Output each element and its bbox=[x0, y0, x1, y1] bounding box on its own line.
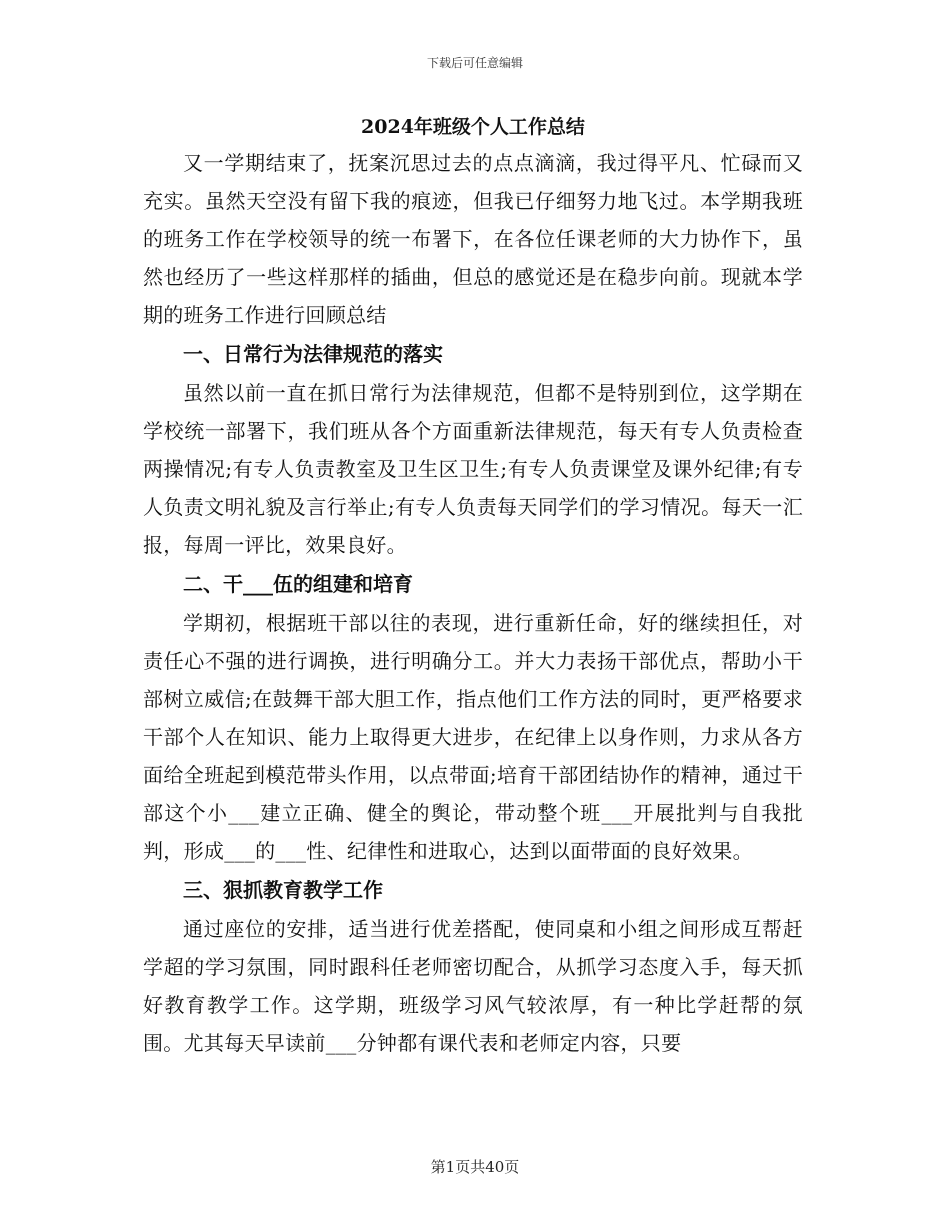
intro-paragraph: 又一学期结束了，抚案沉思过去的点点滴滴，我过得平凡、忙碌而又充实。虽然天空没有留下我的痕迹，但我已仔细努力地飞过。本学期我班的班务工作在学校领导的统一布署下，在各位任课老师的大力协作下，虽然也经历了一些这样那样的插曲，但总的感觉还是在稳步向前。现就本学期的班务工作进行回顾总结 bbox=[143, 151, 803, 327]
header-note: 下载后可任意编辑 bbox=[426, 56, 523, 70]
section-heading: 二、干___伍的组建和培育 bbox=[183, 572, 413, 596]
section-paragraph: 虽然以前一直在抓日常行为法律规范，但都不是特别到位，这学期在学校统一部署下，我们班从各个方面重新法律规范，每天有专人负责检查两操情况;有专人负责教室及卫生区卫生;有专人负责课堂及课外纪律;有专人负责文明礼貌及言行举止;有专人负责每天同学们的学习情况。每天一汇报，每周一评比，效果良好。 bbox=[143, 381, 803, 557]
section-heading: 一、日常行为法律规范的落实 bbox=[183, 342, 443, 366]
section-cadre-team bbox=[143, 564, 803, 870]
section-teaching-work bbox=[143, 870, 803, 1062]
section-paragraph: 学期初，根据班干部以往的表现，进行重新任命，好的继续担任，对责任心不强的进行调换，进行明确分工。并大力表扬干部优点，帮助小干部树立威信;在鼓舞干部大胆工作，指点他们工作方法的同时，更严格要求干部个人在知识、能力上取得更大进步，在纪律上以身作则，力求从各方面给全班起到模范带头作用，以点带面;培育干部团结协作的精神，通过干部这个小___建立正确、健全的舆论，带动整个班___开展批判与自我批判，形成___的___性、纪律性和进取心，达到以面带面的良好效果。 bbox=[143, 611, 803, 863]
page-number: 第1页共40页 bbox=[430, 1158, 520, 1176]
section-daily-conduct bbox=[143, 334, 803, 564]
document-body bbox=[143, 110, 803, 1062]
section-heading: 三、狠抓教育教学工作 bbox=[183, 878, 383, 902]
document-title: 2024年班级个人工作总结 bbox=[361, 116, 585, 138]
section-paragraph: 通过座位的安排，适当进行优差搭配，使同桌和小组之间形成互帮赶学超的学习氛围，同时跟科任老师密切配合，从抓学习态度入手，每天抓好教育教学工作。这学期，班级学习风气较浓厚，有一种比学赶帮的氛围。尤其每天早读前___分钟都有课代表和老师定内容，只要 bbox=[143, 917, 803, 1055]
